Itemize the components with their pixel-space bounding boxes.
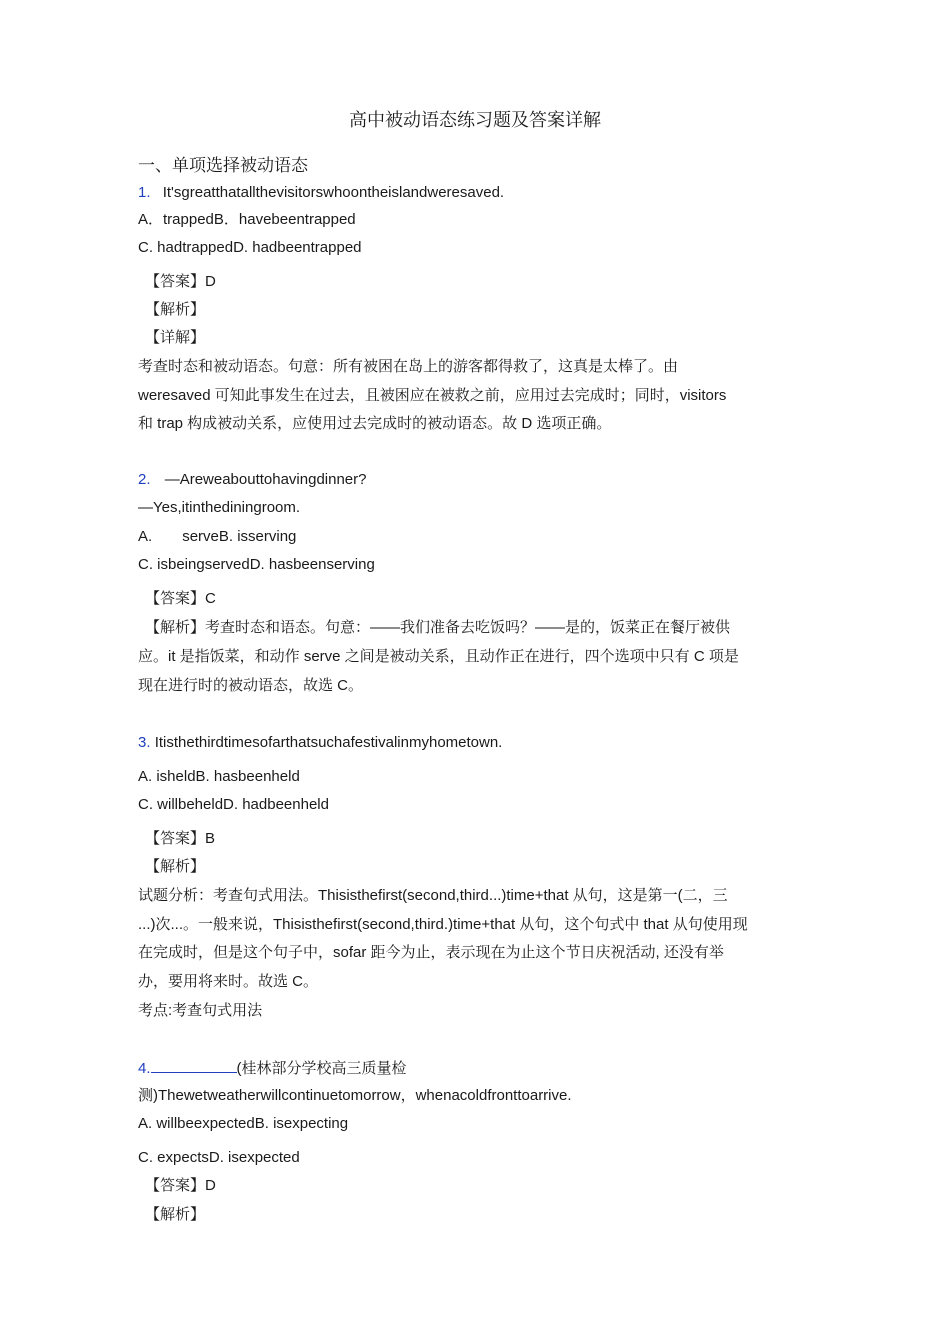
question-2-options-ab-text: serveB. isserving [182, 528, 297, 545]
question-3-analysis-label: 【解析】 [145, 858, 206, 875]
question-2-explanation-line-1: 【解析】考查时态和语态。句意：——我们准备去吃饭吗？——是的，饭菜正在餐厅被供 [145, 619, 731, 636]
question-1-answer: 【答案】D [145, 273, 216, 290]
question-1-text: It'sgreatthatallthevisitorswhoontheislandweresaved. [162, 184, 505, 201]
question-1-number: 1. [138, 184, 151, 201]
question-4-text: 测)Thewetweatherwillcontinuetomorrow，whenacoldfronttoarrive. [138, 1087, 572, 1104]
question-4-number: 4. [138, 1060, 151, 1077]
question-2-stem [138, 470, 367, 490]
question-2-answer: 【答案】C [145, 590, 216, 607]
page-title: 高中被动语态练习题及答案详解 [349, 110, 601, 131]
section-heading: 一、单项选择被动语态 [138, 156, 308, 176]
question-1-explanation-line-2: weresaved 可知此事发生在过去，且被困应在被救之前，应用过去完成时；同时，visitors [138, 387, 727, 404]
question-3-answer: 【答案】B [145, 830, 216, 847]
question-2-text: —Areweabouttohavingdinner? [164, 471, 367, 488]
question-1-stem [138, 183, 504, 203]
question-1-options-cd: C. hadtrappedD. hadbeentrapped [138, 239, 362, 256]
question-3-options-ab: A. isheldB. hasbeenheld [138, 768, 300, 785]
question-4-source: (桂林部分学校高三质量检 [236, 1060, 407, 1077]
question-1-options-ab: A．trappedB．havebeentrapped [138, 211, 356, 228]
question-4-options-cd: C. expectsD. isexpected [138, 1149, 300, 1166]
question-2-explanation-line-2: 应。it 是指饭菜，和动作 serve 之间是被动关系，且动作正在进行，四个选项中只有 C 项是 [138, 648, 739, 665]
question-3-options-cd: C. willbeheldD. hadbeenheld [138, 796, 329, 813]
question-1-explanation-line-1: 考查时态和被动语态。句意：所有被困在岛上的游客都得救了，这真是太棒了。由 [138, 358, 679, 375]
question-2-reply: —Yes,itinthediningroom. [138, 499, 301, 516]
question-2-option-a-label: A. [138, 528, 153, 545]
question-1-analysis-label: 【解析】 [145, 301, 206, 318]
question-2-options-cd: C. isbeingservedD. hasbeenserving [138, 556, 375, 573]
question-3-test-point: 考点:考查句式用法 [138, 1002, 263, 1019]
question-3-explanation-line-4: 办，要用将来时。故选 C。 [138, 973, 319, 990]
question-1-detail-label: 【详解】 [145, 329, 206, 346]
question-4-analysis-label: 【解析】 [145, 1206, 206, 1223]
question-1-explanation-line-3: 和 trap 构成被动关系，应使用过去完成时的被动语态。故 D 选项正确。 [138, 415, 612, 432]
question-2-number: 2. [138, 471, 151, 488]
question-2-explanation-line-3: 现在进行时的被动语态，故选 C。 [138, 677, 364, 694]
question-4-options-ab: A. willbeexpectedB. isexpecting [138, 1115, 349, 1132]
question-3-number: 3. [138, 734, 151, 751]
question-4-stem [138, 1058, 407, 1079]
question-3-explanation-line-2: ...)次...。一般来说，Thisisthefirst(second,third.)time+that 从句，这个句式中 that 从句使用现 [138, 916, 748, 933]
question-3-explanation-line-1: 试题分析：考查句式用法。Thisisthefirst(second,third...)time+that 从句，这是第一(二，三 [138, 887, 728, 904]
question-2-options-ab [138, 527, 296, 547]
question-4-answer: 【答案】D [145, 1177, 216, 1194]
question-4-answer-blank [151, 1058, 237, 1073]
question-3-text: Itisthethirdtimesofarthatsuchafestivalinmyhometown. [154, 734, 503, 751]
question-3-explanation-line-3: 在完成时，但是这个句子中，sofar 距今为止，表示现在为止这个节日庆祝活动, 还没有举 [138, 944, 724, 961]
question-3-stem [138, 733, 502, 753]
